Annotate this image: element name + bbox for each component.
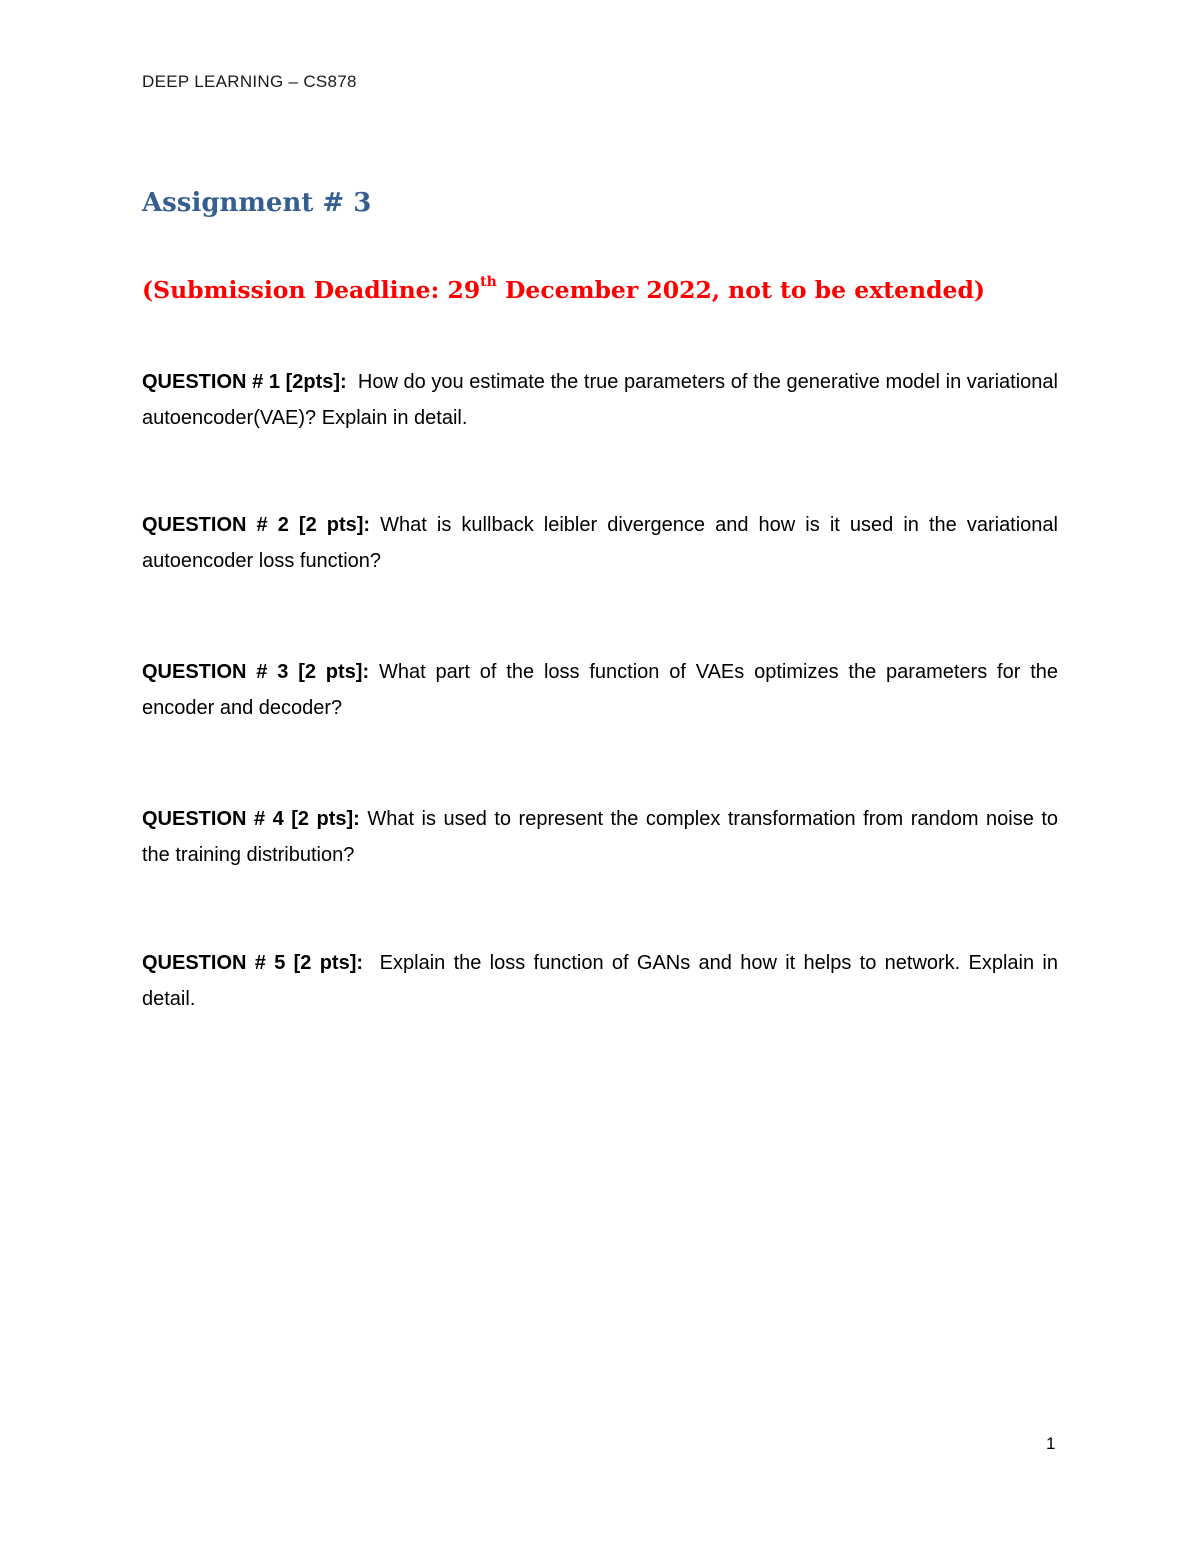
question-4-label: QUESTION # 4 [2 pts]: — [142, 808, 360, 830]
question-3-text: What part of the loss function of VAEs optimizes the parameters for the encoder and decoder? — [142, 661, 1058, 719]
question-5-label: QUESTION # 5 [2 pts]: — [142, 952, 364, 974]
question-3-label: QUESTION # 3 [2 pts]: — [142, 661, 370, 683]
question-1 — [142, 364, 1058, 436]
question-1-text: How do you estimate the true parameters of the generative model in variational autoencoder(VAE)? Explain in detail. — [142, 371, 1058, 429]
question-5 — [142, 945, 1058, 1017]
question-4 — [142, 801, 1058, 873]
question-2-label: QUESTION # 2 [2 pts]: — [142, 514, 371, 536]
deadline-superscript: th — [480, 274, 497, 290]
question-2-text: What is kullback leibler divergence and how is it used in the variational autoencoder loss function? — [142, 514, 1058, 572]
submission-deadline — [142, 276, 985, 304]
question-5-text: Explain the loss function of GANs and how it helps to network. Explain in detail. — [142, 952, 1059, 1010]
assignment-title: Assignment # 3 — [142, 188, 372, 218]
page-header: DEEP LEARNING – CS878 — [142, 72, 357, 91]
question-1-label: QUESTION # 1 [2pts]: — [142, 371, 347, 393]
question-4-text: What is used to represent the complex transformation from random noise to the training distribution? — [142, 808, 1059, 866]
deadline-text-start: (Submission Deadline: 29 — [142, 276, 481, 304]
page-number: 1 — [1046, 1434, 1056, 1453]
deadline-text-end: December 2022, not to be extended) — [496, 276, 986, 304]
question-3 — [142, 654, 1058, 726]
question-2 — [142, 507, 1058, 579]
